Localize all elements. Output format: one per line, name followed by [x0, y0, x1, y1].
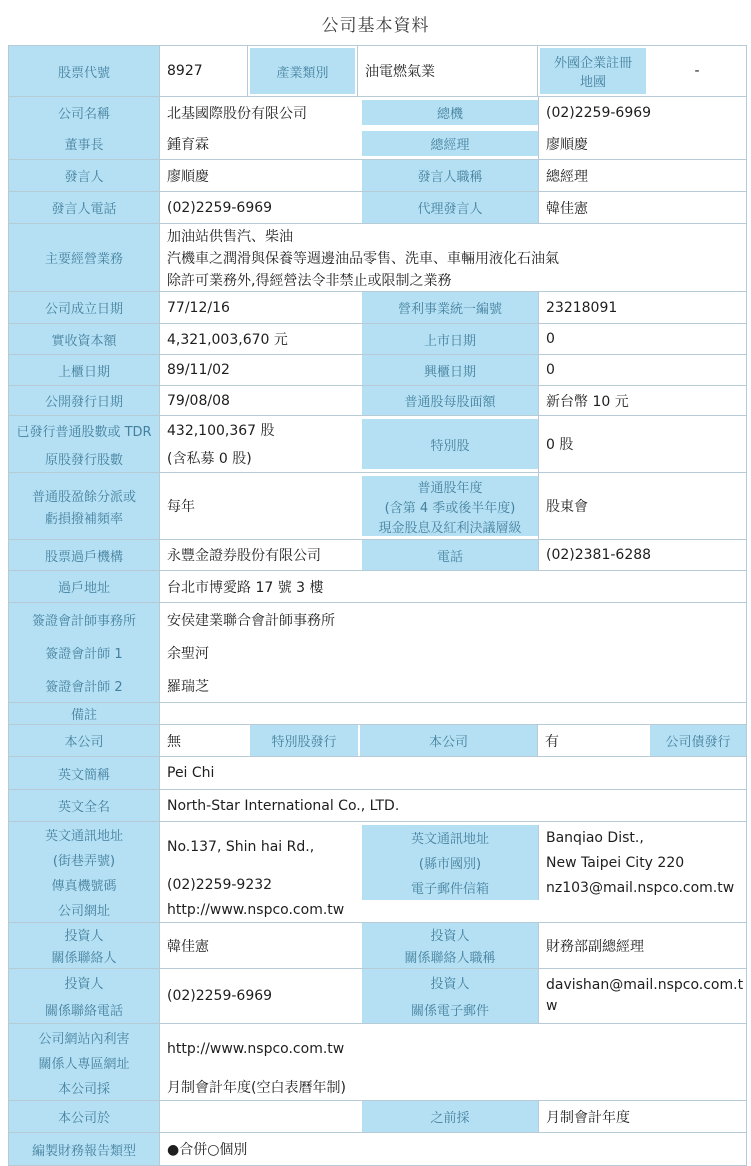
- paid-in-capital-label: 實收資本額: [9, 324, 160, 354]
- par-value-label: 普通股每股面額: [362, 386, 538, 415]
- cpa1-label: 簽證會計師 1: [45, 647, 123, 662]
- fax-number-label: 傳真機號碼: [51, 879, 117, 894]
- general-manager-label: 總經理: [362, 131, 538, 156]
- table-row: [9, 191, 746, 223]
- spokesperson-title-value: 總經理: [546, 168, 588, 185]
- spokesperson-phone-label: 發言人電話: [9, 192, 160, 223]
- ir-email-value: [539, 969, 746, 1023]
- english-address-city-label: [362, 825, 539, 900]
- cpa2-value: 羅瑞芝: [167, 678, 209, 695]
- preferred-issue-value: 無: [167, 733, 181, 750]
- foreign-registration-label-line2: 地國: [579, 75, 606, 90]
- table-row: [9, 323, 746, 354]
- table-row: [9, 756, 746, 789]
- listing-date-value: 0: [546, 331, 555, 347]
- fax-number-value: (02)2259-9232: [167, 876, 273, 893]
- tax-id-label: 營利事業統一編號: [362, 292, 538, 323]
- remarks-value: [160, 703, 746, 724]
- founding-date-label: 公司成立日期: [9, 292, 160, 323]
- remarks-label: 備註: [9, 703, 160, 724]
- english-address-labels: [9, 822, 160, 922]
- english-address-street-value: No.137, Shin hai Rd.,: [167, 839, 315, 855]
- ir-phone-label: [9, 969, 160, 1023]
- english-address-values: [160, 822, 360, 922]
- table-row: [9, 96, 746, 159]
- public-offering-date-label: 公開發行日期: [9, 386, 160, 415]
- ir-contact-title-label-line2: 關係聯絡人職稱: [404, 951, 496, 966]
- dividend-frequency-value: 每年: [167, 499, 195, 515]
- preferred-issue-label: 特別股發行: [250, 725, 358, 756]
- spokesperson-label: 發言人: [9, 160, 160, 191]
- issued-shares-label: [9, 416, 160, 472]
- transfer-agent-value: 永豐金證券股份有限公司: [167, 548, 321, 564]
- industry-type-label-cell: [248, 46, 358, 96]
- preferred-shares-label: 特別股: [362, 419, 538, 469]
- table-row: [9, 223, 746, 291]
- transfer-address-value: 台北市博愛路 17 號 3 樓: [167, 579, 324, 596]
- issued-shares-value-line1: 432,100,367 股: [167, 423, 275, 439]
- table-row: [9, 1100, 746, 1132]
- table-row: [9, 46, 746, 96]
- industry-type-label: 產業類別: [250, 48, 355, 94]
- emerging-date-label: 興櫃日期: [362, 355, 538, 385]
- email-label: 電子郵件信箱: [410, 882, 489, 897]
- english-full-name-label: 英文全名: [9, 790, 160, 821]
- main-business-line1: 加油站供售汽、柴油: [167, 228, 293, 245]
- table-row: [9, 789, 746, 821]
- previous-fiscal-value: 月制會計年度: [546, 1109, 630, 1126]
- ir-contact-title-label-line1: 投資人: [430, 929, 470, 944]
- spokesperson-title-label-cell: [360, 160, 539, 191]
- cpa1-value: 余聖河: [167, 645, 209, 662]
- public-offering-date-value: 79/08/08: [167, 392, 230, 409]
- cpa2-label: 簽證會計師 2: [45, 680, 123, 695]
- cpa-firm-label: 簽證會計師事務所: [31, 614, 136, 629]
- english-full-name-value: North-Star International Co., LTD.: [167, 797, 400, 814]
- ir-phone-value: (02)2259-6969: [167, 988, 273, 1004]
- ir-phone-label-line2: 關係聯絡電話: [44, 1004, 123, 1019]
- fiscal-change-date-value: [160, 1101, 360, 1132]
- stakeholder-url-label-line2: 關係人專區網址: [38, 1056, 130, 1072]
- listing-date-label: 上市日期: [362, 324, 538, 354]
- table-row: [9, 922, 746, 968]
- table-row: [9, 539, 746, 570]
- bond-issue-label-cell: [648, 725, 746, 756]
- switchboard-value: (02)2259-6969: [546, 104, 652, 121]
- issued-shares-label-line1: 已發行普通股數或 TDR: [16, 424, 152, 440]
- table-row: [9, 1132, 746, 1165]
- foreign-registration-value: -: [694, 63, 700, 79]
- foreign-registration-label-line1: 外國企業註冊: [553, 56, 632, 71]
- issued-shares-label-line2: 原股發行股數: [44, 452, 123, 468]
- preferred-shares-value: 0 股: [546, 437, 574, 453]
- english-address-city-label-cell: [360, 822, 539, 922]
- spokesperson-title-label: 發言人職稱: [362, 160, 538, 191]
- english-address-city-value-line2: New Taipei City 220: [546, 854, 685, 871]
- ir-email-label-cell: [360, 969, 539, 1023]
- company-name-chairman-labels: [9, 97, 160, 159]
- table-row: [9, 159, 746, 191]
- english-address-city-values: [539, 822, 746, 922]
- main-business-line3: 除許可業務外,得經營法令非禁止或限制之業務: [167, 272, 452, 289]
- issued-shares-value-line2: (含私募 0 股): [167, 451, 252, 467]
- stakeholder-url-values: [160, 1024, 746, 1100]
- financial-report-type-value: ●合併○個別: [167, 1142, 248, 1158]
- stakeholder-url-labels: [9, 1024, 160, 1100]
- listing-date-label-cell: [360, 324, 539, 354]
- chairman-label: 董事長: [64, 138, 104, 153]
- par-value-value: 新台幣 10 元: [546, 393, 629, 410]
- dividend-decision-level-label: [362, 476, 538, 536]
- english-address-city-value-line1: Banqiao Dist.,: [546, 829, 644, 846]
- company-name-label: 公司名稱: [57, 107, 110, 122]
- transfer-agent-phone-label: 電話: [362, 540, 538, 570]
- chairman-value: 鍾育霖: [167, 136, 209, 153]
- english-address-city-label-line2: (縣市國別): [418, 857, 482, 872]
- ir-email-label-line1: 投資人: [430, 977, 470, 992]
- fiscal-year-type-label: 本公司採: [57, 1081, 110, 1097]
- spokesperson-phone-value: (02)2259-6969: [167, 199, 273, 216]
- table-row: [9, 472, 746, 539]
- previous-fiscal-label-cell: [360, 1101, 539, 1132]
- dividend-frequency-label-line1: 普通股盈餘分派或: [31, 489, 136, 505]
- cpa-values: [160, 603, 746, 702]
- transfer-agent-phone-label-cell: [360, 540, 539, 570]
- stakeholder-url-label-line1: 公司網站內利害: [38, 1031, 130, 1047]
- ir-contact-label-line1: 投資人: [64, 929, 104, 944]
- company-name-value: 北基國際股份有限公司: [167, 105, 307, 122]
- english-address-street-label-line2: (街巷弄號): [52, 854, 116, 869]
- switchboard-gm-labels-cell: [360, 97, 539, 159]
- preferred-issue-label-cell: [248, 725, 358, 756]
- stakeholder-url-value: http://www.nspco.com.tw: [167, 1041, 345, 1057]
- stock-code-label: 股票代號: [9, 46, 160, 96]
- dividend-decision-level-value: 股東會: [546, 499, 588, 515]
- company-basic-info-table: [8, 45, 747, 1166]
- company-website-value: http://www.nspco.com.tw: [167, 901, 345, 918]
- deputy-spokesperson-value: 韓佳憲: [546, 200, 588, 217]
- emerging-date-label-cell: [360, 355, 539, 385]
- table-row: [9, 354, 746, 385]
- transfer-agent-phone-value: (02)2381-6288: [546, 547, 652, 563]
- ir-contact-label: [9, 923, 160, 968]
- main-business-line2: 汽機車之潤滑與保養等週邊油品零售、洗車、車輛用液化石油氣: [167, 250, 559, 267]
- main-business-value: [160, 224, 746, 291]
- issued-shares-value: [160, 416, 360, 472]
- dividend-decision-label-line1: 普通股年度: [417, 480, 483, 496]
- ir-contact-label-line2: 關係聯絡人: [51, 951, 117, 966]
- ir-contact-title-label: [362, 923, 538, 968]
- fiscal-change-date-label: 本公司於: [9, 1101, 160, 1132]
- switchboard-gm-values: [539, 97, 746, 159]
- deputy-spokesperson-label: 代理發言人: [362, 192, 538, 223]
- table-row: [9, 821, 746, 922]
- page-title: 公司基本資料: [321, 16, 430, 36]
- cpa-labels: [9, 603, 160, 702]
- table-row: [9, 968, 746, 1023]
- deputy-spokesperson-label-cell: [360, 192, 539, 223]
- cpa-firm-value: 安侯建業聯合會計師事務所: [167, 612, 335, 629]
- spokesperson-value: 廖順慶: [167, 168, 209, 185]
- paid-in-capital-value: 4,321,003,670 元: [167, 332, 288, 348]
- transfer-agent-label: 股票過戶機構: [9, 540, 160, 570]
- foreign-registration-label: [540, 48, 646, 94]
- previous-fiscal-label: 之前採: [362, 1101, 538, 1132]
- ir-contact-title-value: 財務部副總經理: [546, 938, 644, 955]
- stock-code-value: 8927: [160, 46, 248, 96]
- bond-issue-value: 有: [545, 733, 559, 750]
- dividend-decision-label-line2: (含第 4 季或後半年度): [384, 500, 516, 516]
- dividend-frequency-label-line2: 虧損撥補頻率: [44, 511, 123, 527]
- company-website-label: 公司網址: [57, 904, 110, 919]
- transfer-address-label: 過戶地址: [9, 571, 160, 602]
- bond-issue-label: 公司債發行: [650, 725, 746, 756]
- table-row: [9, 291, 746, 323]
- table-row: [9, 724, 746, 756]
- ir-email-label-line2: 關係電子郵件: [410, 1004, 489, 1019]
- tax-id-label-cell: [360, 292, 539, 323]
- dividend-frequency-label: [9, 473, 160, 539]
- switchboard-label: 總機: [362, 100, 538, 125]
- email-value: nz103@mail.nspco.com.tw: [546, 879, 735, 896]
- otc-date-label: 上櫃日期: [9, 355, 160, 385]
- english-short-name-label: 英文簡稱: [9, 757, 160, 789]
- table-row: [9, 602, 746, 702]
- industry-type-value: 油電燃氣業: [358, 46, 538, 96]
- english-address-city-label-line1: 英文通訊地址: [410, 832, 489, 847]
- table-row: [9, 702, 746, 724]
- ir-contact-title-label-cell: [360, 923, 539, 968]
- bond-issue-company-label-cell: [358, 725, 538, 756]
- ir-email-value-text: davishan@mail.nspco.com.tw: [546, 977, 744, 1014]
- company-name-chairman-values: [160, 97, 360, 159]
- par-value-label-cell: [360, 386, 539, 415]
- english-short-name-value: Pei Chi: [167, 765, 215, 781]
- preferred-shares-label-cell: [360, 416, 539, 472]
- ir-email-label: [362, 969, 538, 1023]
- otc-date-value: 89/11/02: [167, 362, 230, 378]
- dividend-decision-label-line3: 現金股息及紅利決議層級: [378, 520, 522, 536]
- fiscal-year-type-value: 月制會計年度(空白表曆年制): [167, 1080, 346, 1096]
- table-row: [9, 570, 746, 602]
- ir-contact-value: 韓佳憲: [167, 938, 209, 955]
- english-address-street-label-line1: 英文通訊地址: [44, 829, 123, 844]
- table-row: [9, 1023, 746, 1100]
- table-row: [9, 385, 746, 415]
- general-manager-value: 廖順慶: [546, 136, 588, 153]
- main-business-label: 主要經營業務: [9, 224, 160, 291]
- dividend-decision-level-label-cell: [360, 473, 539, 539]
- emerging-date-value: 0: [546, 362, 555, 378]
- ir-phone-label-line1: 投資人: [64, 977, 104, 992]
- table-row: [9, 415, 746, 472]
- bond-issue-company-label: 本公司: [360, 725, 537, 756]
- financial-report-type-label: 編製財務報告類型: [9, 1133, 160, 1165]
- foreign-registration-label-cell: [538, 46, 648, 96]
- preferred-issue-company-label: 本公司: [9, 725, 160, 756]
- founding-date-value: 77/12/16: [167, 299, 230, 316]
- tax-id-value: 23218091: [546, 299, 618, 316]
